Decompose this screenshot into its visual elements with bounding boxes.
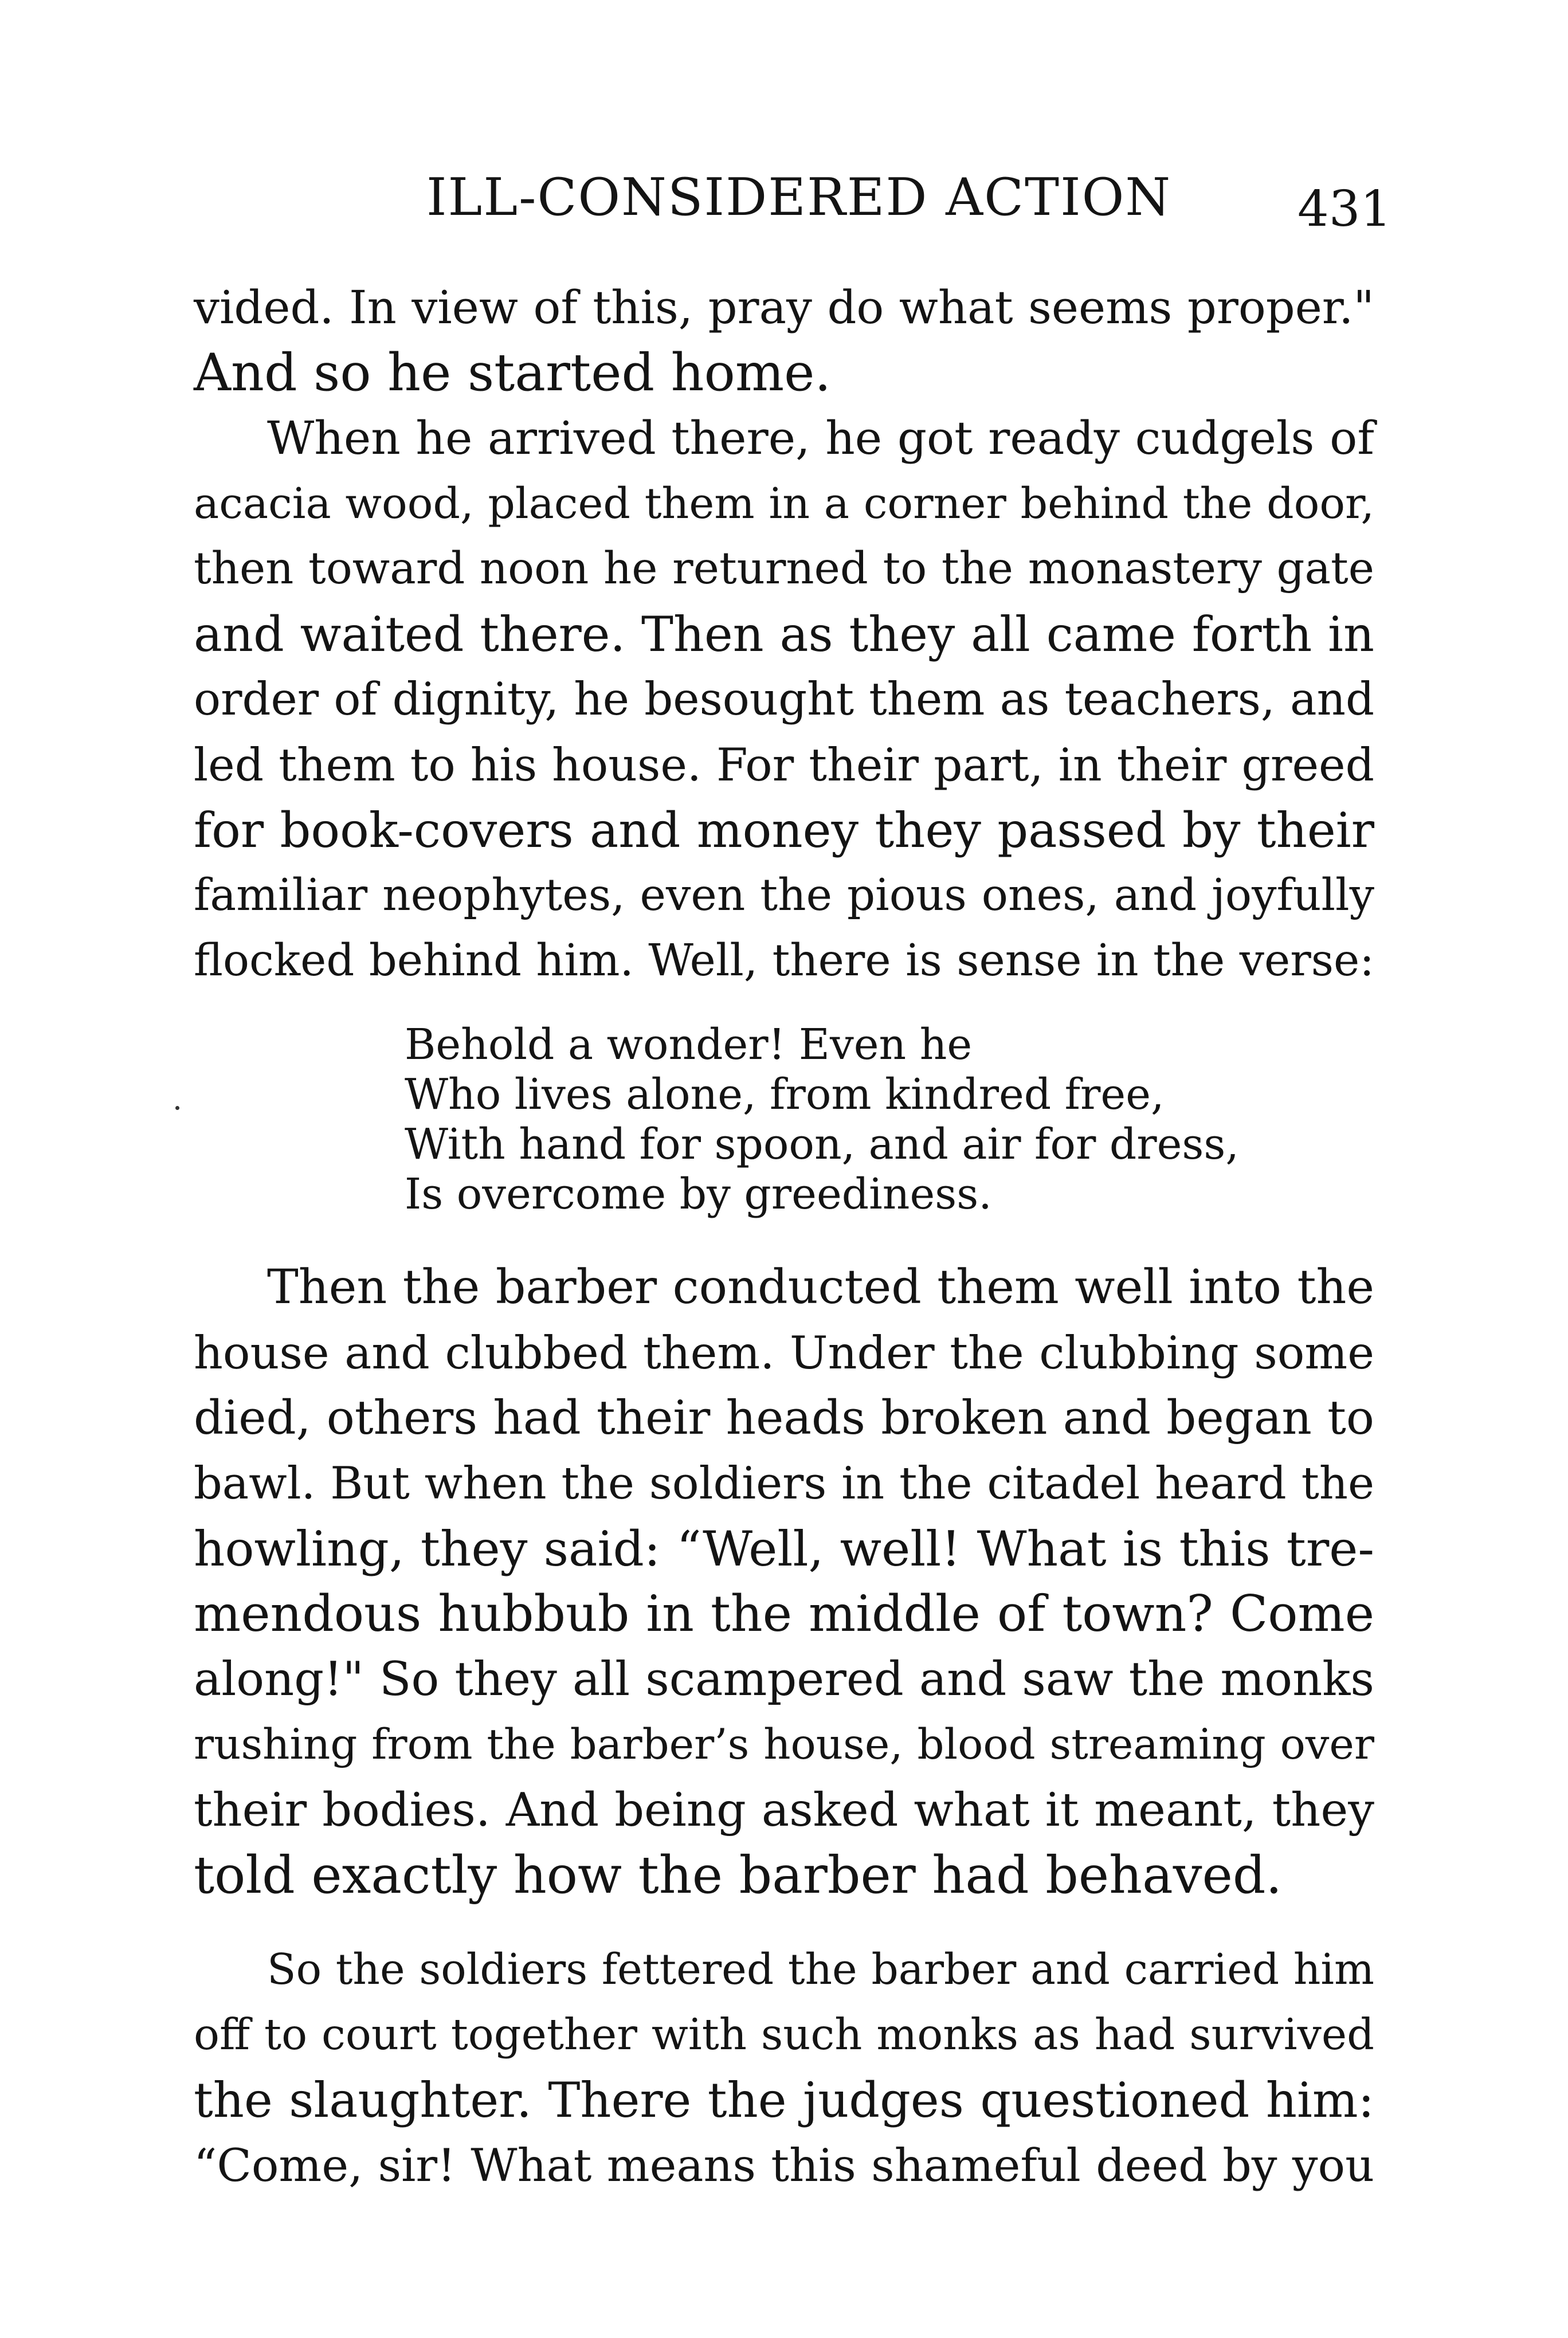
text-line: acacia wood, placed them in a corner behind the door, — [194, 478, 1374, 528]
text-line: died, others had their heads broken and began to — [194, 1391, 1374, 1445]
text-line: told exactly how the barber had behaved. — [194, 1845, 1283, 1905]
paragraph-barber — [194, 1255, 1374, 1908]
text-line: familiar neophytes, even the pious ones, and joyfully — [194, 870, 1374, 921]
text-line: Then the barber conducted them well into the — [267, 1260, 1374, 1315]
text-line: order of dignity, he besought them as teachers, and — [194, 673, 1374, 725]
text-line: off to court together with such monks as had survived — [194, 2010, 1374, 2060]
text-line: and waited there. Then as they all came forth in — [194, 606, 1374, 662]
text-line: When he arrived there, he got ready cudgels of — [267, 411, 1374, 465]
text-line: for book-covers and money they passed by their — [194, 802, 1374, 858]
verse-line: Is overcome by greediness. — [405, 1170, 992, 1219]
text-line: led them to his house. For their part, in their greed — [194, 739, 1374, 791]
text-line: So the soldiers fettered the barber and carried him — [267, 1945, 1374, 1994]
text-line: bawl. But when the soldiers in the citadel heard the — [194, 1458, 1374, 1509]
text-line: howling, they said: “Well, well! What is this tre- — [194, 1520, 1374, 1577]
text-line: along!" So they all scampered and saw the monks — [194, 1653, 1374, 1707]
text-line: flocked behind him. Well, there is sense in the verse: — [194, 935, 1374, 986]
text-line: the slaughter. There the judges questioned him: — [194, 2072, 1374, 2128]
text-line: their bodies. And being asked what it meant, they — [194, 1783, 1374, 1837]
text-line: And so he started home. — [194, 343, 832, 403]
text-line: rushing from the barber’s house, blood streaming over — [194, 1720, 1374, 1769]
verse-line: Who lives alone, from kindred free, — [405, 1070, 1165, 1119]
text-line: then toward noon he returned to the monastery gate — [194, 543, 1374, 594]
verse-line: Behold a wonder! Even he — [405, 1020, 973, 1069]
text-line: vided. In view of this, pray do what seems proper." — [194, 281, 1374, 334]
verse-line: With hand for spoon, and air for dress, — [405, 1120, 1239, 1169]
verse-block — [405, 1020, 1239, 1219]
text-line: mendous hubbub in the middle of town? Come — [194, 1586, 1374, 1643]
print-speck — [175, 1106, 179, 1110]
running-title: ILL-CONSIDERED ACTION — [426, 167, 1172, 227]
paragraph-continued — [194, 275, 1374, 994]
page-number: 431 — [1297, 181, 1392, 238]
paragraph-soldiers — [194, 1937, 1374, 2198]
text-line: “Come, sir! What means this shameful deed by you — [194, 2139, 1374, 2192]
text-line: house and clubbed them. Under the clubbing some — [194, 1327, 1374, 1379]
